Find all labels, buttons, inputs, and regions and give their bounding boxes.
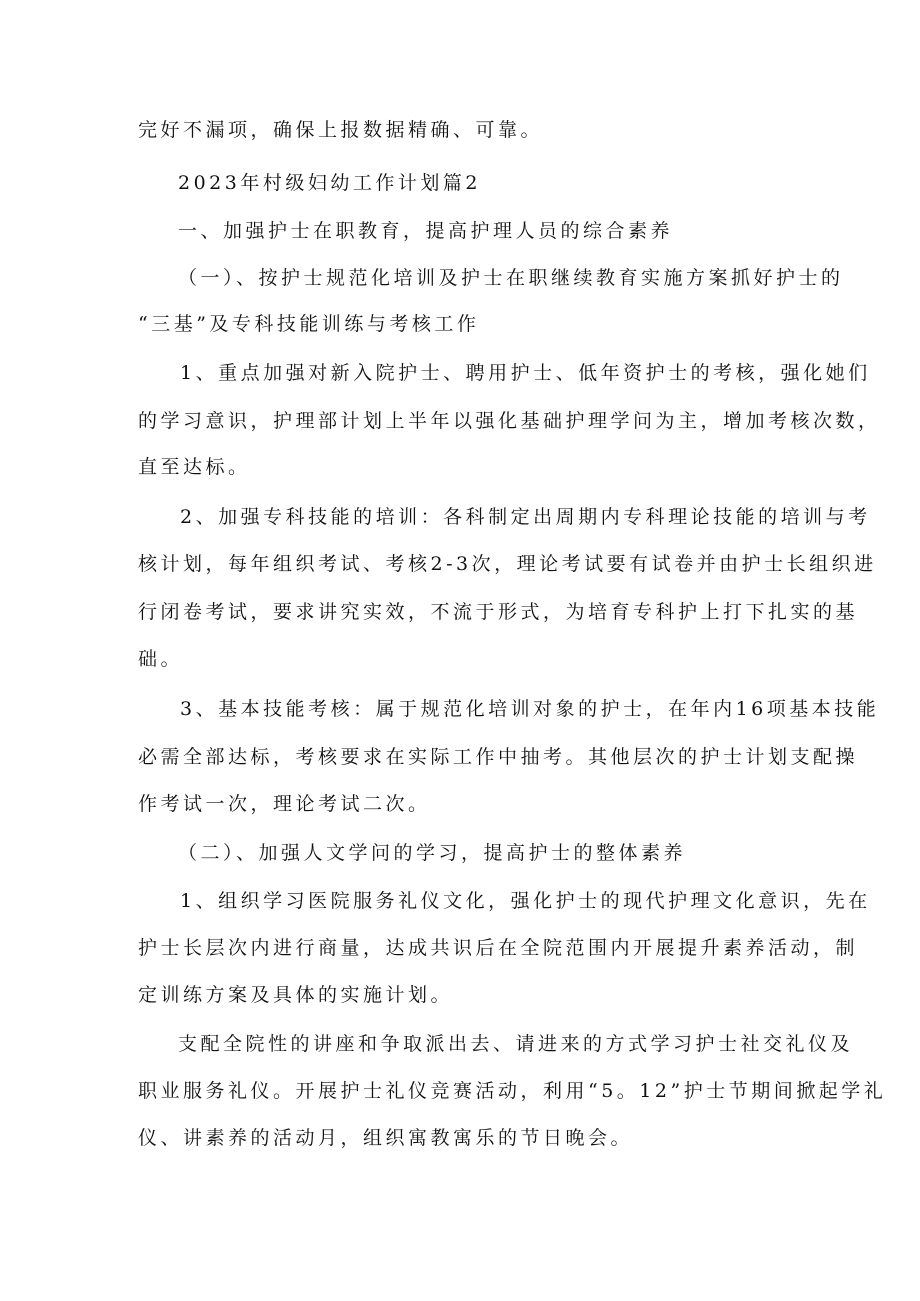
text-line: 核计划，每年组织考试、考核2-3次，理论考试要有试卷并由护士长组织进	[138, 553, 877, 575]
text-line: 行闭卷考试，要求讲究实效，不流于形式，为培育专科护上打下扎实的基	[138, 601, 859, 623]
text-line: 作考试一次，理论考试二次。	[138, 793, 431, 815]
text-line: 护士长层次内进行商量，达成共识后在全院范围内开展提升素养活动，制	[138, 937, 859, 959]
text-line: 础。	[138, 648, 184, 670]
text-line: 的学习意识，护理部计划上半年以强化基础护理学问为主，增加考核次数，	[138, 410, 881, 432]
text-line: 定训练方案及具体的实施计划。	[138, 984, 454, 1006]
heading-level-2: （二）、加强人文学问的学习，提高护士的整体素养	[178, 842, 687, 864]
text-line: 1、重点加强对新入院护士、聘用护士、低年资护士的考核，强化她们	[180, 362, 871, 384]
text-line: 直至达标。	[138, 456, 251, 478]
text-line: 仪、讲素养的活动月，组织寓教寓乐的节日晚会。	[138, 1127, 634, 1149]
text-line: 职业服务礼仪。开展护士礼仪竞赛活动，利用“5。12”护士节期间掀起学礼	[138, 1080, 887, 1102]
section-title: 2023年村级妇幼工作计划篇2	[178, 172, 481, 194]
text-line: 1、组织学习医院服务礼仪文化，强化护士的现代护理文化意识，先在	[180, 890, 871, 912]
text-line: 3、基本技能考核：属于规范化培训对象的护士，在年内16项基本技能	[180, 698, 880, 720]
text-line: 2、加强专科技能的培训：各科制定出周期内专科理论技能的培训与考	[180, 506, 871, 528]
text-line: “三基”及专科技能训练与考核工作	[138, 313, 480, 335]
text-line: 完好不漏项，确保上报数据精确、可靠。	[138, 119, 544, 141]
text-line: 支配全院性的讲座和争取派出去、请进来的方式学习护士社交礼仪及	[178, 1033, 854, 1055]
heading-level-1: 一、加强护士在职教育，提高护理人员的综合素养	[178, 220, 674, 242]
heading-level-2: （一）、按护士规范化培训及护士在职继续教育实施方案抓好护士的	[178, 267, 844, 289]
text-line: 必需全部达标，考核要求在实际工作中抽考。其他层次的护士计划支配操	[138, 746, 859, 768]
